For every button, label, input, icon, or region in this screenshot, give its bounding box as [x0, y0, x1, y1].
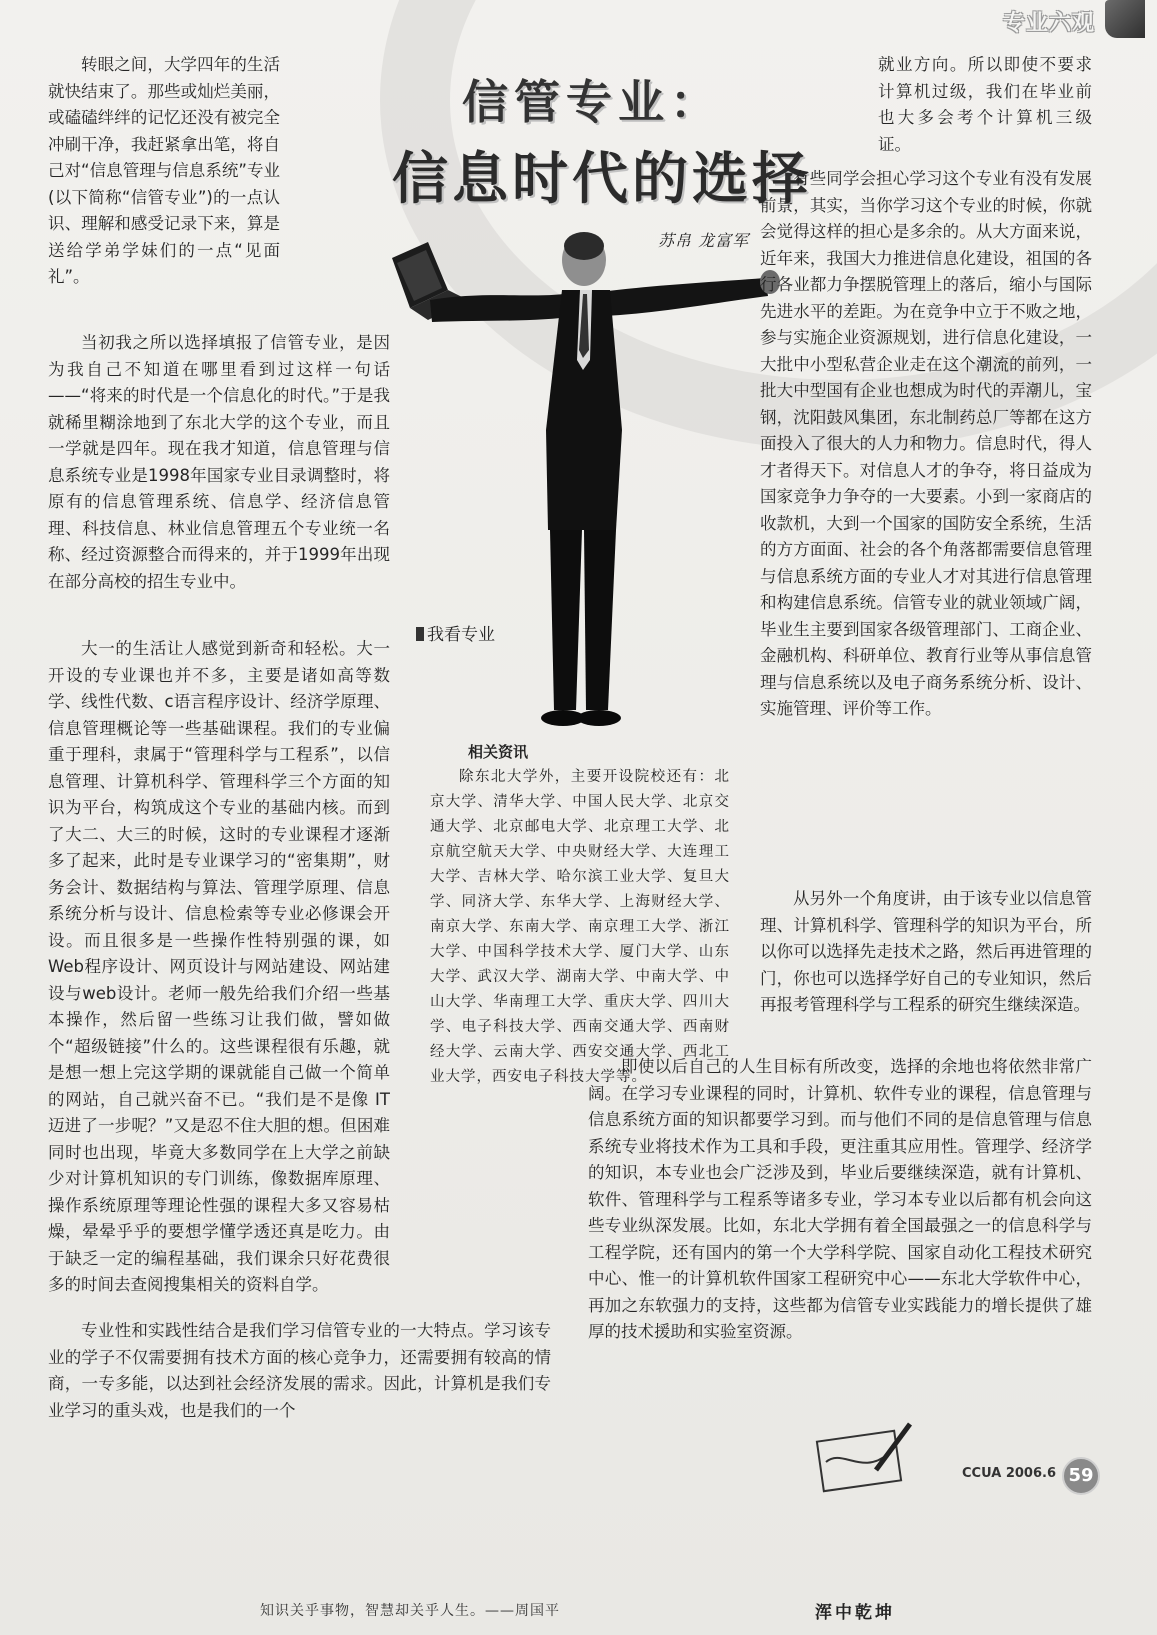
magazine-issue: CCUA 2006.6: [962, 1466, 1056, 1481]
left-column-lower: [48, 636, 390, 1299]
section-title: 专业六观: [1002, 11, 1095, 36]
right-column-mid: [760, 166, 1092, 723]
paragraph: 从另外一个角度讲，由于该专业以信息管理、计算机科学、管理科学的知识为平台，所以你可以选择先走技术之路，然后再进管理的门，你也可以选择学好自己的专业知识，然后再报考管理科学与工程系的研究生继续深造。: [760, 889, 1092, 1014]
pen-sketch-icon: [812, 1418, 922, 1498]
paragraph: 当初我之所以选择填报了信管专业，是因为我自己不知道在哪里看到过这样一句话——“将来的时代是一个信息化的时代。”于是我就稀里糊涂地到了东北大学的这个专业，而且一学就是四年。现在我才知道，信息管理与信息系统专业是1998年国家专业目录调整时，将原有的信息管理系统、信息学、经济信息管理、科技信息、林业信息管理五个专业统一名称、经过资源整合而得来的，并于1999年出现在部分高校的招生专业中。: [48, 333, 390, 591]
section-header: [965, 0, 1145, 38]
paragraph: 专业性和实践性结合是我们学习信管专业的一大特点。学习该专业的学子不仅需要拥有技术方面的核心竞争力，还需要拥有较高的情商，一专多能，以达到社会经济发展的需求。因此，计算机是我们专业学习的重头戏，也是我们的一个: [48, 1321, 551, 1420]
section-tag: [416, 620, 495, 645]
paragraph: 大一的生活让人感觉到新奇和轻松。大一开设的专业课也并不多，主要是诸如高等数学、线性代数、c语言程序设计、经济学原理、信息管理概论等一些基础课程。我们的专业偏重于理科，隶属于“管理科学与工程系”，以信息管理、计算机科学、管理科学三个方面的知识为平台，构筑成这个专业的基础内核。而到了大二、大三的时候，这时的专业课程才逐渐多了起来，此时是专业课学习的“密集期”，财务会计、数据结构与算法、管理学原理、信息系统分析与设计、信息检索等专业必修课会开设。而且很多是一些操作性特别强的课，如Web程序设计、网页设计与网站建设、网站建设与web设计。老师一般先给我们介绍一些基本操作，然后留一些练习让我们做，譬如做个“超级链接”什么的。这些课程很有乐趣，就是想一想上完这学期的课就能自己做一个简单的网站，自己就兴奋不已。“我们是不是像 IT 迈进了一步呢？”又是忍不住大胆的想。但困难同时也出现，毕竟大多数同学在上大学之前缺少对计算机知识的专门训练，像数据库原理、操作系统原理等理论性强的课程大多又容易枯燥，晕晕乎乎的要想学懂学透还真是吃力。由于缺乏一定的编程基础，我们课余只好花费很多的时间去查阅搜集相关的资料自学。: [48, 639, 390, 1294]
related-info-body: 除东北大学外，主要开设院校还有：北京大学、清华大学、中国人民大学、北京交通大学、北京邮电大学、北京理工大学、北京航空航天大学、中央财经大学、大连理工大学、吉林大学、哈尔滨工业大学、复旦大学、同济大学、东华大学、上海财经大学、南京大学、东南大学、南京理工大学、浙江大学、中国科学技术大学、厦门大学、山东大学、武汉大学、湖南大学、中南大学、中山大学、华南理工大学、重庆大学、四川大学、电子科技大学、西南交通大学、西南财经大学、云南大学、西安交通大学、西北工业大学，西安电子科技大学等。: [430, 769, 730, 1085]
article-author: 苏帛 龙富军: [658, 231, 750, 250]
square-bullet-icon: [416, 627, 424, 641]
right-column-bottom: [588, 1054, 1092, 1346]
related-info-heading: 相关资讯: [468, 743, 529, 761]
right-column-lower: [760, 886, 1092, 1019]
footer-column-name: 浑中乾坤: [815, 1603, 895, 1623]
article-title-line2: 信息时代的选择: [392, 147, 812, 212]
paragraph: 有些同学会担心学习这个专业有没有发展前景，其实，当你学习这个专业的时候，你就会觉得这样的担心是多余的。从大方面来说，近年来，我国大力推进信息化建设，祖国的各行各业都力争摆脱管理上的落后，缩小与国际先进水平的差距。为在竞争中立于不败之地，参与实施企业资源规划，进行信息化建设，一大批中小型私营企业走在这个潮流的前列，一批大中型国有企业也想成为时代的弄潮儿，宝钢，沈阳鼓风集团，东北制药总厂等都在这方面投入了很大的人力和物力。信息时代，得人才者得天下。对信息人才的争夺，将日益成为国家竞争力争夺的一大要素。小到一家商店的收款机，大到一个国家的国防安全系统，生活的方方面面、社会的各个角落都需要信息管理与信息系统方面的专业人才对其进行信息管理和构建信息系统。信管专业的就业领域广阔，毕业生主要到国家各级管理部门、工商企业、金融机构、科研单位、教育行业等从事信息管理与信息系统以及电子商务系统分析、设计、实施管理、评价等工作。: [760, 169, 1092, 718]
left-column-mid: [48, 330, 390, 595]
footer-motto: 知识关乎事物，智慧却关乎人生。——周国平: [260, 1603, 560, 1619]
left-column-intro: [48, 52, 280, 291]
section-figure-icon: [1105, 0, 1145, 38]
paragraph: 转眼之间，大学四年的生活就快结束了。那些或灿烂美丽，或磕磕绊绊的记忆还没有被完全冲刷干净，我赶紧拿出笔，将自己对“信息管理与信息系统”专业(以下简称“信管专业”)的一点认识、理解和感受记录下来，算是送给学弟学妹们的一点“见面礼”。: [48, 55, 280, 286]
article-title-line1: 信管专业：: [462, 75, 722, 129]
page-number: 59: [1062, 1457, 1100, 1495]
related-info-box: [430, 740, 730, 1090]
man-with-laptop-illustration: [370, 230, 790, 730]
paragraph: 即使以后自己的人生目标有所改变，选择的余地也将依然非常广阔。在学习专业课程的同时，计算机、软件专业的课程，信息管理与信息系统方面的知识都要学习到。而与他们不同的是信息管理与信息系统专业将技术作为工具和手段，更注重其应用性。管理学、经济学的知识，本专业也会广泛涉及到，毕业后要继续深造，就有计算机、软件、管理科学与工程系等诸多专业，学习本专业以后都有机会向这些专业纵深发展。比如，东北大学拥有着全国最强之一的信息科学与工程学院，还有国内的第一个大学科学院、国家自动化工程技术研究中心、惟一的计算机软件国家工程研究中心——东北大学软件中心，再加之东软强力的支持，这些都为信管专业实践能力的增长提供了雄厚的技术援助和实验室资源。: [588, 1057, 1092, 1341]
right-column-top: [878, 52, 1092, 158]
paragraph: 就业方向。所以即使不要求计算机过级，我们在毕业前也大多会考个计算机三级证。: [878, 55, 1092, 154]
left-column-bottom: [48, 1318, 551, 1424]
section-tag-label: 我看专业: [427, 625, 495, 645]
